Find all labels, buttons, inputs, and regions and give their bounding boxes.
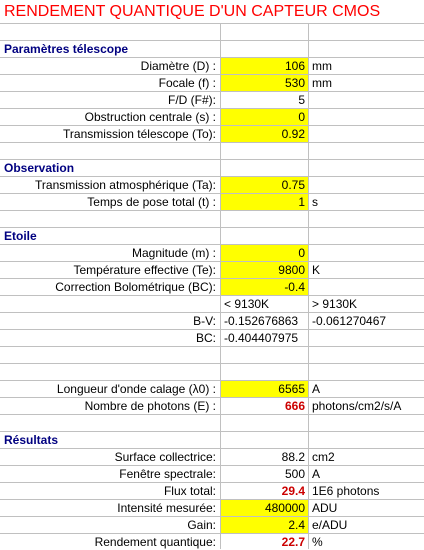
label-fd: F/D (F#): bbox=[168, 93, 216, 107]
input-magnitude[interactable]: 0 bbox=[221, 245, 308, 261]
label-temps-pose: Temps de pose total (t) : bbox=[87, 195, 216, 209]
value-surface: 88.2 bbox=[281, 450, 305, 464]
input-transmission-telescope[interactable]: 0.92 bbox=[221, 126, 308, 142]
unit-rendement: % bbox=[312, 535, 323, 549]
value-rendement: 22.7 bbox=[281, 535, 305, 549]
label-transmission-telescope: Transmission télescope (To): bbox=[63, 127, 216, 141]
row-bc bbox=[0, 330, 424, 347]
row-fenetre bbox=[0, 466, 424, 483]
row-transmission-atmo bbox=[0, 177, 424, 194]
label-magnitude: Magnitude (m) : bbox=[131, 246, 216, 260]
section-header-observation: Observation bbox=[4, 161, 75, 175]
value-fenetre: 500 bbox=[284, 467, 305, 481]
empty-row bbox=[0, 347, 424, 364]
empty-row bbox=[0, 143, 424, 160]
label-transmission-atmo: Transmission atmosphérique (Ta): bbox=[35, 178, 216, 192]
label-gain: Gain: bbox=[187, 518, 216, 532]
value-fd: 5 bbox=[298, 93, 305, 107]
label-focale: Focale (f) : bbox=[158, 76, 216, 90]
row-diametre bbox=[0, 58, 424, 75]
label-diametre: Diamètre (D) : bbox=[140, 59, 216, 73]
label-photons: Nombre de photons (E) : bbox=[84, 399, 216, 413]
input-focale[interactable]: 530 bbox=[221, 75, 308, 91]
row-flux bbox=[0, 483, 424, 500]
empty-row bbox=[0, 415, 424, 432]
unit-lambda: A bbox=[312, 382, 321, 396]
label-lambda: Longueur d'onde calage (λ0) : bbox=[56, 382, 216, 396]
row-obstruction bbox=[0, 109, 424, 126]
input-transmission-atmo[interactable]: 0.75 bbox=[221, 177, 308, 193]
row-photons bbox=[0, 398, 424, 415]
label-flux: Flux total: bbox=[163, 484, 216, 498]
label-temperature: Température effective (Te): bbox=[73, 263, 216, 277]
label-surface: Surface collectrice: bbox=[114, 450, 216, 464]
input-obstruction[interactable]: 0 bbox=[221, 109, 308, 125]
unit-temperature: K bbox=[312, 263, 321, 277]
empty-row bbox=[0, 24, 424, 41]
row-lambda bbox=[0, 381, 424, 398]
section-row-resultats bbox=[0, 432, 424, 449]
row-temps-pose bbox=[0, 194, 424, 211]
label-bv: B-V: bbox=[193, 314, 216, 328]
range-high: > 9130K bbox=[312, 297, 358, 311]
sheet-title: RENDEMENT QUANTIQUE D'UN CAPTEUR CMOS bbox=[0, 0, 424, 24]
label-rendement: Rendement quantique: bbox=[94, 535, 216, 549]
range-low: < 9130K bbox=[224, 297, 270, 311]
row-surface bbox=[0, 449, 424, 466]
row-temperature bbox=[0, 262, 424, 279]
section-header-etoile: Etoile bbox=[4, 229, 37, 243]
grid-column-divider bbox=[220, 24, 221, 549]
unit-fenetre: A bbox=[312, 467, 321, 481]
value-bv-high: -0.061270467 bbox=[312, 314, 387, 328]
row-fd bbox=[0, 92, 424, 109]
empty-row bbox=[0, 364, 424, 381]
unit-gain: e/ADU bbox=[312, 518, 348, 532]
label-obstruction: Obstruction centrale (s) : bbox=[84, 110, 216, 124]
value-bv-low: -0.152676863 bbox=[224, 314, 299, 328]
unit-flux: 1E6 photons bbox=[312, 484, 380, 498]
row-bolometric bbox=[0, 279, 424, 296]
section-row-observation bbox=[0, 160, 424, 177]
input-temps-pose[interactable]: 1 bbox=[221, 194, 308, 210]
row-magnitude bbox=[0, 245, 424, 262]
label-intensite: Intensité mesurée: bbox=[117, 501, 216, 515]
row-bv bbox=[0, 313, 424, 330]
empty-row bbox=[0, 211, 424, 228]
input-bolometric[interactable]: -0.4 bbox=[221, 279, 308, 295]
row-intensite bbox=[0, 500, 424, 517]
unit-intensite: ADU bbox=[312, 501, 338, 515]
section-row-telescope bbox=[0, 41, 424, 58]
row-focale bbox=[0, 75, 424, 92]
unit-focale: mm bbox=[312, 76, 332, 90]
unit-surface: cm2 bbox=[312, 450, 335, 464]
unit-temps-pose: s bbox=[312, 195, 318, 209]
row-rendement bbox=[0, 534, 424, 549]
input-diametre[interactable]: 106 bbox=[221, 58, 308, 74]
label-bolometric: Correction Bolométrique (BC): bbox=[55, 280, 216, 294]
input-lambda[interactable]: 6565 bbox=[221, 381, 308, 397]
value-flux: 29.4 bbox=[281, 484, 305, 498]
grid-column-divider bbox=[308, 24, 309, 549]
value-photons: 666 bbox=[284, 399, 305, 413]
label-bc: BC: bbox=[195, 331, 216, 345]
input-temperature[interactable]: 9800 bbox=[221, 262, 308, 278]
label-fenetre: Fenêtre spectrale: bbox=[119, 467, 216, 481]
row-temperature-ranges bbox=[0, 296, 424, 313]
unit-photons: photons/cm2/s/A bbox=[312, 399, 402, 413]
row-gain bbox=[0, 517, 424, 534]
section-header-resultats: Résultats bbox=[4, 433, 59, 447]
input-gain[interactable]: 2.4 bbox=[221, 517, 308, 533]
section-row-etoile bbox=[0, 228, 424, 245]
value-bc-low: -0.404407975 bbox=[224, 331, 299, 345]
input-intensite[interactable]: 480000 bbox=[221, 500, 308, 516]
unit-diametre: mm bbox=[312, 59, 332, 73]
section-header-telescope: Paramètres télescope bbox=[4, 42, 129, 56]
row-transmission-telescope bbox=[0, 126, 424, 143]
